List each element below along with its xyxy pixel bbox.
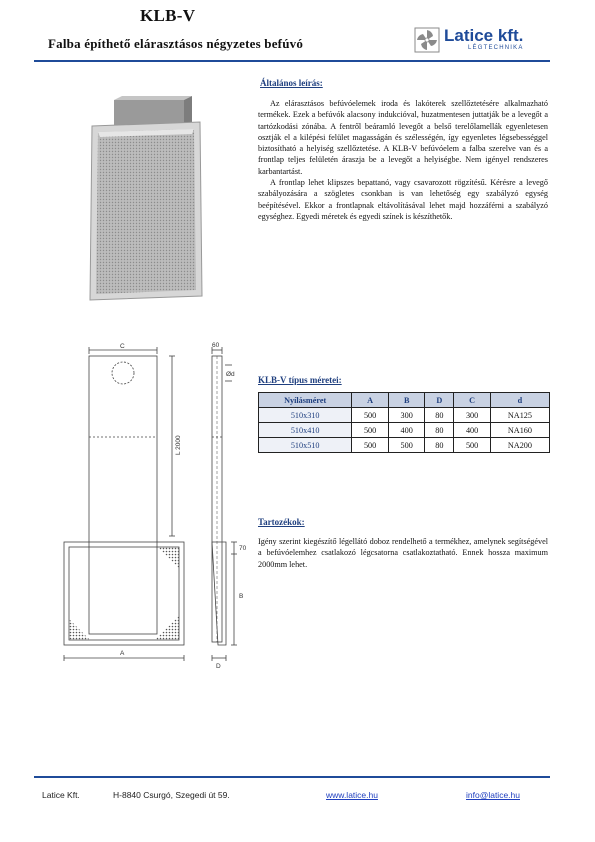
footer-company: Latice Kft. [42, 790, 80, 800]
description-paragraph-2: A frontlap lehet klipszes bepattanó, vagy csavarozott rögzítésű. Kérésre a levegő szabályozására a szögletes csonkban is van lehetőség egy szabályzó egység beépítésével. Ekkor a frontlapnak eltávolításával lehet majd hozzáférni a szabályzó egységhez. Egyedi méretek és egyedi színek is készíthetők. [258, 178, 548, 221]
email-link[interactable]: info@latice.hu [466, 790, 520, 800]
table-cell: 400 [454, 423, 491, 438]
table-cell: 500 [454, 438, 491, 453]
website-link[interactable]: www.latice.hu [326, 790, 378, 800]
column-header: D [425, 393, 454, 408]
description-heading: Általános leírás: [260, 78, 323, 88]
table-cell: 500 [352, 408, 389, 423]
table-row [259, 438, 550, 453]
accessories-text: Igény szerint kiegészítő légellátó doboz rendelhető a termékhez, amelynek segítségével a befúvóelemhez csatlakozó légcsatorna csatlakoztatható. Ennek hossza maximum 2000mm lehet. [258, 537, 548, 569]
logo-name: Latice kft. [444, 26, 524, 45]
dim-c-label: C [120, 343, 125, 350]
table-cell: 300 [388, 408, 425, 423]
table-cell: NA160 [490, 423, 549, 438]
dimensions-table [258, 392, 550, 453]
page-title: KLB-V [140, 6, 196, 25]
company-logo [414, 26, 554, 54]
table-cell: NA125 [490, 408, 549, 423]
dimensions-heading: KLB-V típus méretei: [258, 375, 342, 385]
technical-drawing [60, 340, 260, 670]
dim-b-label: B [239, 593, 244, 600]
column-header: C [454, 393, 491, 408]
footer-address: H-8840 Csurgó, Szegedi út 59. [113, 790, 230, 800]
table-cell: 500 [388, 438, 425, 453]
table-cell: 510x510 [259, 438, 352, 453]
footer-email-wrap [466, 790, 520, 800]
table-cell: 500 [352, 423, 389, 438]
dim-a-label: A [120, 650, 125, 657]
table-cell: 400 [388, 423, 425, 438]
description-text [258, 98, 548, 222]
dim-l-label: L 2000 [175, 435, 182, 455]
fan-logo-icon [414, 27, 440, 53]
column-header: Nyílásméret [259, 393, 352, 408]
table-cell: 80 [425, 438, 454, 453]
table-header-row [259, 393, 550, 408]
logo-tagline: LÉGTECHNIKA [468, 45, 524, 51]
table-row [259, 408, 550, 423]
footer-rule [34, 776, 550, 778]
dim-60-label: 60 [212, 342, 220, 349]
table-cell: NA200 [490, 438, 549, 453]
table-cell: 510x310 [259, 408, 352, 423]
dim-70-label: 70 [239, 545, 247, 552]
column-header: A [352, 393, 389, 408]
table-cell: 500 [352, 438, 389, 453]
table-row [259, 423, 550, 438]
description-paragraph-1: Az elárasztásos befúvóelemek iroda és lakóterek szellőztetésére alkalmazható termékek. Ezek a befúvók alacsony indukcióval, huzatmentesen juttatják be a levegőt a tartózkodási zónába. A fentről beáramló levegőt a belső terelőlamellák egyenletesen osztják el a kilépési felület magasságán és szélességén, így egyenletes légsebességgel biztosítható a helyiség szellőztetése. A KLB-V befúvóelem a falba szerelve van és a frontlap teljes felületén áraszja be a levegőt a helyiségbe. Nem igényel rendszeres karbantartást. [258, 99, 548, 176]
accessories-heading: Tartozékok: [258, 517, 305, 527]
dim-dd-label: D [216, 663, 221, 670]
footer-website-wrap [326, 790, 378, 800]
header-rule [34, 60, 550, 62]
dim-d-label: Ød [226, 371, 235, 378]
table-cell: 510x410 [259, 423, 352, 438]
column-header: B [388, 393, 425, 408]
table-cell: 80 [425, 423, 454, 438]
table-cell: 300 [454, 408, 491, 423]
column-header: d [490, 393, 549, 408]
product-photo [84, 96, 210, 306]
page-subtitle: Falba építhető elárasztásos négyzetes befúvó [48, 36, 304, 51]
table-cell: 80 [425, 408, 454, 423]
